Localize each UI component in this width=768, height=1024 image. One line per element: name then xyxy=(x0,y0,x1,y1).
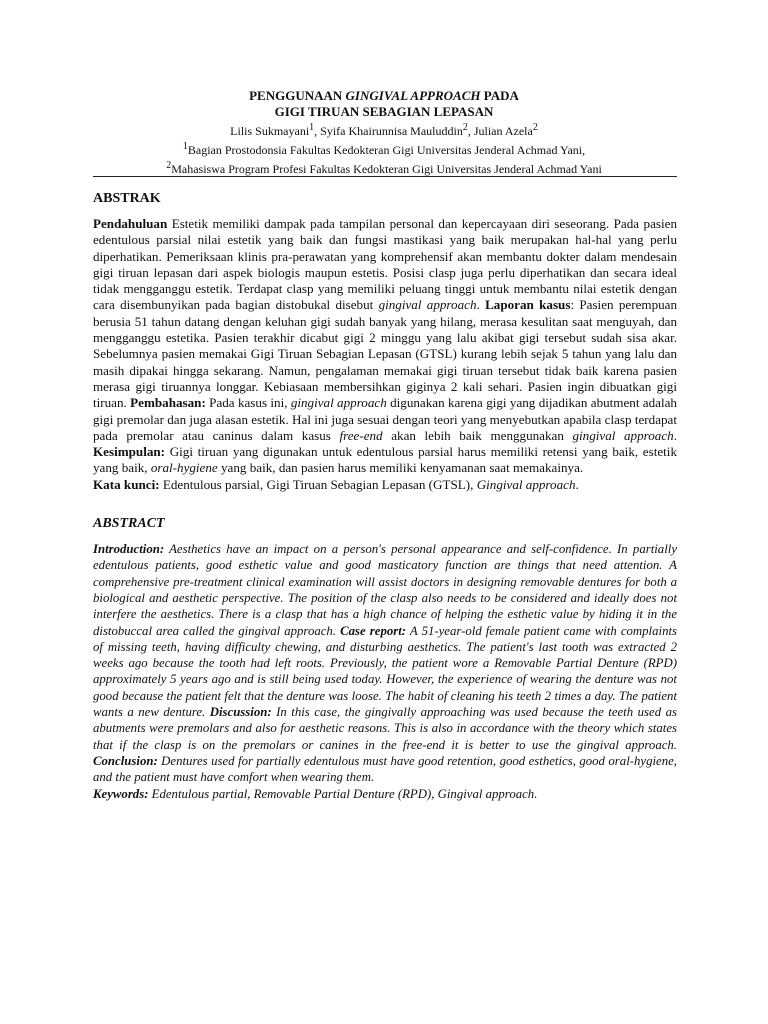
paper-title: PENGGUNAAN GINGIVAL APPROACH PADA xyxy=(249,88,519,103)
abstract-body xyxy=(93,190,677,802)
author-list: Lilis Sukmayani$^1$, Syifa Khairunnisa Mauluddin$^2$, Julian Azela$^2$ xyxy=(230,122,538,138)
section-gap xyxy=(93,493,677,515)
abstrak-paragraph: Pendahuluan Estetik memiliki dampak pada tampilan personal dan kepercayaan diri seseorang. Pada pasien edentulous parsial nilai estetik yang baik dan fungsi mastikasi yang baik merupakan hal-hal yang perlu diperhatikan. Pemeriksaan klinis pra-perawatan yang komprehensif akan membantu dokter dalam mendesain gigi tiruan lepasan dari aspek biologis maupun estetis. Posisi clasp juga perlu diperhatikan dan secara ideal tidak mengganggu estetik. Terdapat clasp yang memiliki peluang tinggi untuk membantu nilai estetik dengan cara disembunyikan pada bagian distobukal disebut gingival approach. Laporan kasus: Pasien perempuan berusia 51 tahun datang dengan keluhan gigi sudah banyak yang hilang, merasa kesulitan saat menguyah, dan mengganggu estetika. Pasien terakhir dicabut gigi 2 minggu yang lalu akibat gigi tersebut sudah sisa akar. Sebelumnya pasien memakai Gigi Tiruan Sebagian Lepasan (GTSL) kurang lebih sejak 5 tahun yang lalu dan masih dipakai hingga sekarang. Namun, pengalaman memakai gigi tiruan tersebut tidak baik karena pasien merasa gigi tiruannya longgar. Kebiasaan membersihkan giginya 2 kali sehari. Pasien ingin dibuatkan gigi tiruan. Pembahasan: Pada kasus ini, gingival approach digunakan karena gigi yang dijadikan abutment adalah gigi premolar dan juga alasan estetik. Hal ini juga sesuai dengan teori yang menyebutkan apabila clasp terdapat pada premolar atau caninus dalam kasus free-end akan lebih baik menggunakan gingival approach. Kesimpulan: Gigi tiruan yang digunakan untuk edentulous parsial harus memiliki retensi yang baik, estetik yang baik, oral-hygiene yang baik, dan pasien harus memiliki kenyamanan saat memakainya. xyxy=(93,216,678,476)
abstract-paragraph: Introduction: Aesthetics have an impact on a person's personal appearance and self-confidence. In partially edentulous patients, good esthetic value and good masticatory function are things that need attention. A comprehensive pre-treatment clinical examination will assist doctors in designing removable dentures for both a biological and aesthetic perspective. The position of the clasp also needs to be considered and ideally does not interfere the aesthetics. There is a clasp that has a high chance of helping the esthetic value by hiding it in the distobuccal area called the gingival approach. Case report: A 51-year-old female patient came with complaints of missing teeth, having difficulty chewing, and disturbing aesthetics. The patient's last tooth was extracted 2 weeks ago because the tooth had left roots. Previously, the patient wore a Removable Partial Denture (RPD) approximately 5 years ago and is still being used today. However, the experience of wearing the denture was not good because the patient felt that the denture was loose. The habit of cleaning his teeth 2 times a day. The patient wants a new denture. Discussion: In this case, the gingivally approaching was used because the teeth used as abutments were premolars and also for aesthetic reasons. This is also in accordance with the theory which states that if the clasp is on the premolars or canines in the free-end it is better to use the gingival approach. Conclusion: Dentures used for partially edentulous must have good retention, good esthetics, good oral-hygiene, and the patient must have comfort when wearing them. xyxy=(93,542,678,785)
paper-header xyxy=(0,88,768,177)
abstract-heading: ABSTRACT xyxy=(93,516,165,532)
affiliation-1: $^1$Bagian Prostodonsia Fakultas Kedokteran Gigi Universitas Jenderal Achmad Yani, xyxy=(182,141,586,157)
keywords: Keywords: Edentulous partial, Removable Partial Denture (RPD), Gingival approach. xyxy=(93,786,538,801)
paper-title-line2: GIGI TIRUAN SEBAGIAN LEPASAN xyxy=(274,104,494,119)
affiliation-2: $^2$Mahasiswa Program Profesi Fakultas Kedokteran Gigi Universitas Jenderal Achmad Yani xyxy=(166,160,602,176)
kata-kunci: Kata kunci: Edentulous parsial, Gigi Tiruan Sebagian Lepasan (GTSL), Gingival approach. xyxy=(93,476,579,492)
header-divider xyxy=(93,176,677,177)
abstrak-heading: ABSTRAK xyxy=(93,191,161,206)
